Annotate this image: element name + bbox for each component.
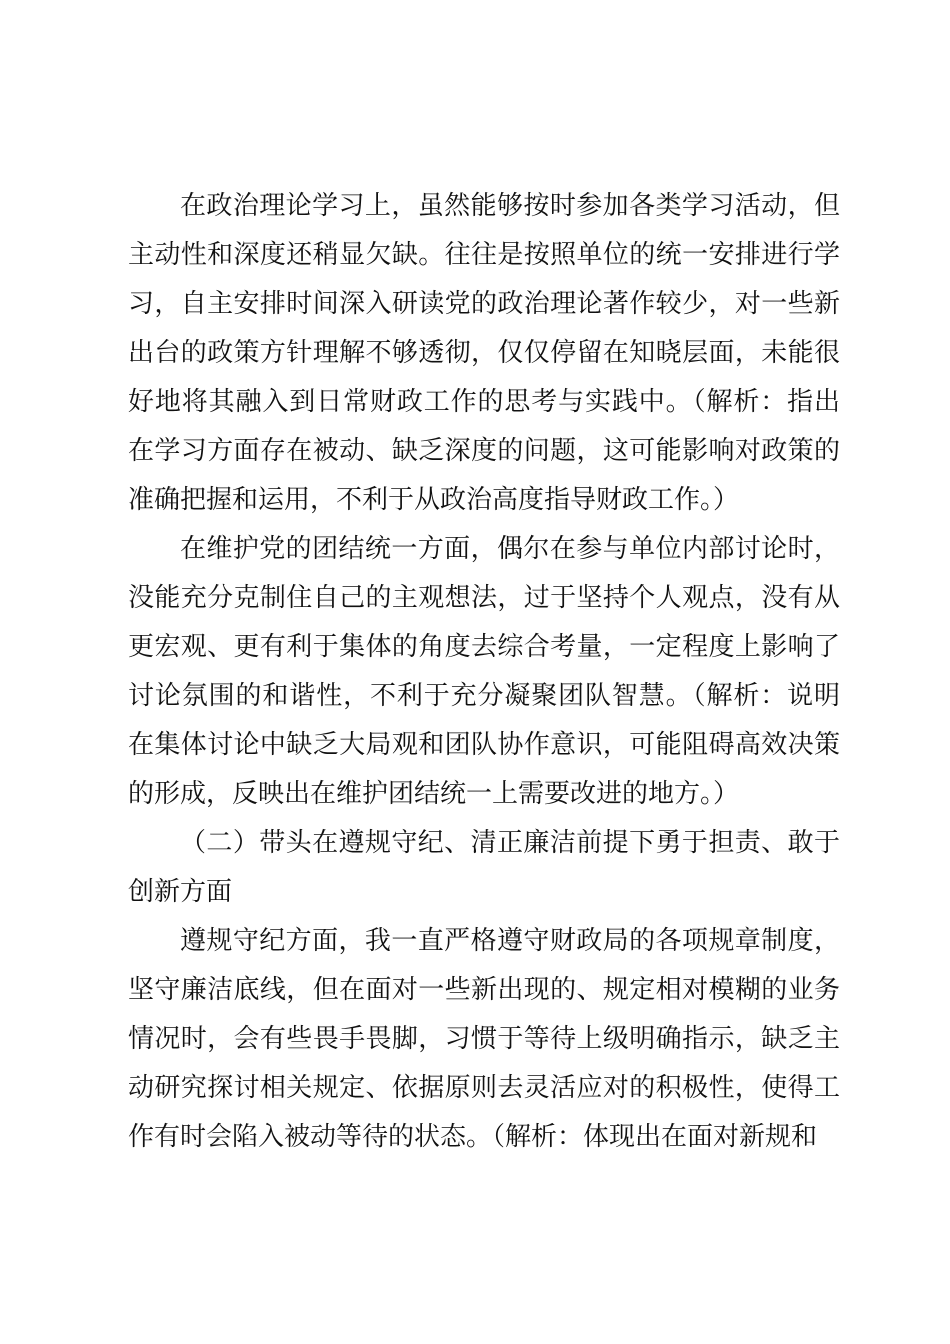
paragraph-party-unity: 在维护党的团结统一方面，偶尔在参与单位内部讨论时，没能充分克制住自己的主观想法，过于坚持个人观点，没有从更宏观、更有利于集体的角度去综合考量，一定程度上影响了讨论氛围的和谐性，不利于充分凝聚团队智慧。（解析：说明在集体讨论中缺乏大局观和团队协作意识，可能阻碍高效决策的形成，反映出在维护团结统一上需要改进的地方。）: [128, 534, 840, 809]
paragraph-political-study: 在政治理论学习上，虽然能够按时参加各类学习活动，但主动性和深度还稍显欠缺。往往是按照单位的统一安排进行学习，自主安排时间深入研读党的政治理论著作较少，对一些新出台的政策方针理解不够透彻，仅仅停留在知晓层面，未能很好地将其融入到日常财政工作的思考与实践中。（解析：指出在学习方面存在被动、缺乏深度的问题，这可能影响对政策的准确把握和运用，不利于从政治高度指导财政工作。）: [128, 191, 840, 515]
section-heading-2: （二）带头在遵规守纪、清正廉洁前提下勇于担责、敢于创新方面: [128, 828, 840, 907]
paragraph-discipline: 遵规守纪方面，我一直严格遵守财政局的各项规章制度，坚守廉洁底线，但在面对一些新出现的、规定相对模糊的业务情况时，会有些畏手畏脚，习惯于等待上级明确指示，缺乏主动研究探讨相关规定、依据原则去灵活应对的积极性，使得工作有时会陷入被动等待的状态。（解析：体现出在面对新规和: [128, 926, 840, 1152]
document-body: [128, 182, 840, 1162]
